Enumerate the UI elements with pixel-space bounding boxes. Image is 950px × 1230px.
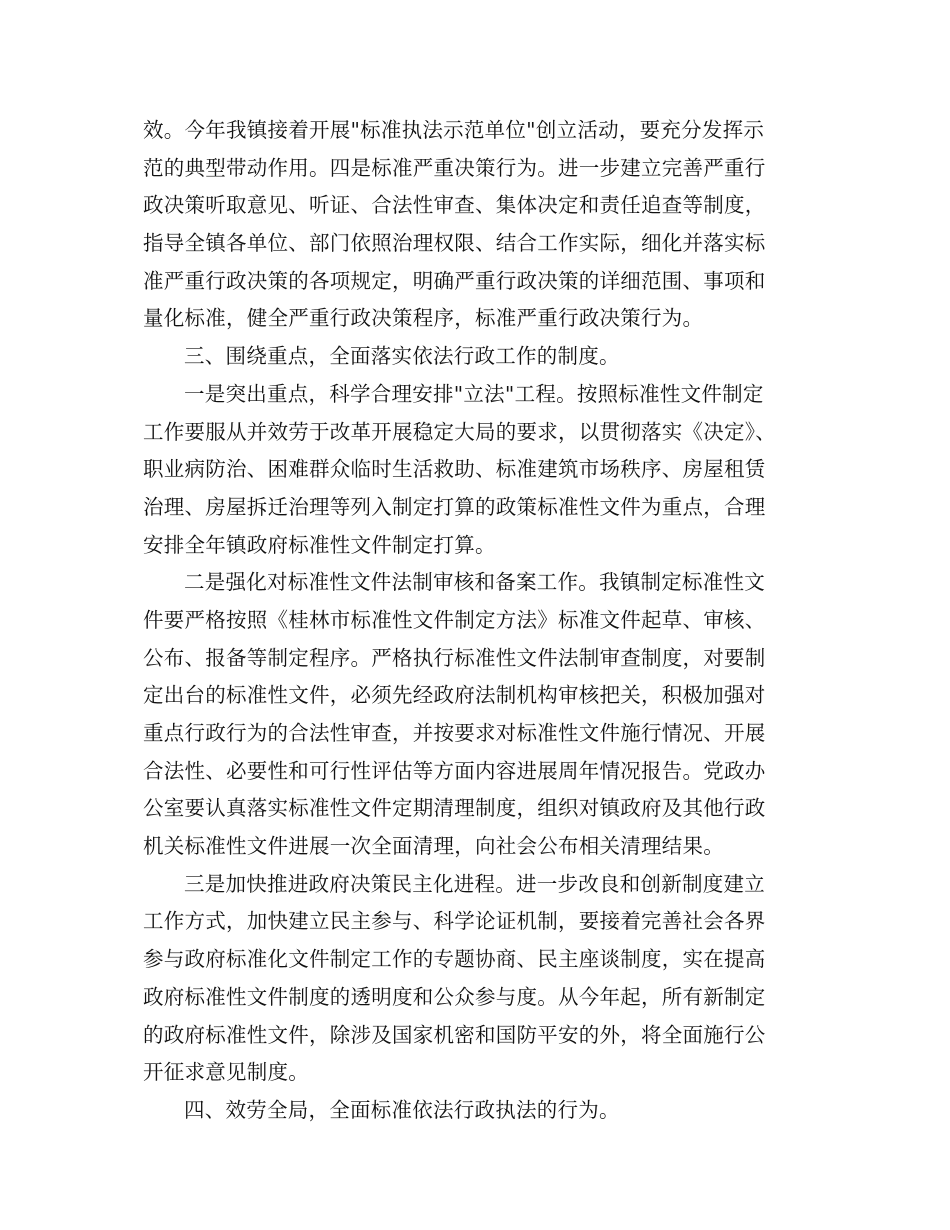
text-line: 政决策听取意见、听证、合法性审查、集体决定和责任追查等制度，	[143, 193, 766, 218]
text-line: 范的典型带动作用。四是标准严重决策行为。进一步建立完善严重行	[143, 155, 766, 180]
text-line: 量化标准，健全严重行政决策程序，标准严重行政决策行为。	[143, 306, 704, 331]
text-line: 效。今年我镇接着开展"标准执法示范单位"创立活动，要充分发挥示	[143, 118, 765, 142]
text-line: 政府标准性文件制度的透明度和公众参与度。从今年起，所有新制定	[143, 984, 766, 1009]
text-line: 二是强化对标准性文件法制审核和备案工作。我镇制定标准性文	[184, 570, 765, 595]
text-line: 安排全年镇政府标准性文件制定打算。	[143, 532, 496, 557]
section-heading: 四、效劳全局，全面标准依法行政执法的行为。	[184, 1097, 620, 1122]
text-line: 参与政府标准化文件制定工作的专题协商、民主座谈制度，实在提高	[143, 947, 766, 972]
text-line: 机关标准性文件进展一次全面清理，向社会公布相关清理结果。	[143, 834, 724, 859]
document-page	[143, 112, 813, 1130]
text-line: 开征求意见制度。	[143, 1060, 309, 1085]
text-line: 一是突出重点，科学合理安排"立法"工程。按照标准性文件制定	[184, 381, 764, 406]
text-line: 准严重行政决策的各项规定，明确严重行政决策的详细范围、事项和	[143, 268, 766, 293]
text-line: 公布、报备等制定程序。严格执行标准性文件法制审查制度，对要制	[143, 645, 766, 670]
text-line: 指导全镇各单位、部门依照治理权限、结合工作实际，细化并落实标	[143, 231, 766, 256]
text-line: 治理、房屋拆迁治理等列入制定打算的政策标准性文件为重点，合理	[143, 494, 766, 519]
text-line: 工作方式，加快建立民主参与、科学论证机制，要接着完善社会各界	[143, 909, 766, 934]
text-line: 定出台的标准性文件，必须先经政府法制机构审核把关，积极加强对	[143, 683, 766, 708]
text-line: 三是加快推进政府决策民主化进程。进一步改良和创新制度建立	[184, 871, 765, 896]
section-heading: 三、围绕重点，全面落实依法行政工作的制度。	[184, 344, 620, 369]
text-line: 的政府标准性文件，除涉及国家机密和国防平安的外，将全面施行公	[143, 1022, 766, 1047]
text-line: 件要严格按照《桂林市标准性文件制定方法》标准文件起草、审核、	[143, 607, 766, 632]
text-line: 重点行政行为的合法性审查，并按要求对标准性文件施行情况、开展	[143, 721, 766, 745]
text-line: 职业病防治、困难群众临时生活救助、标准建筑市场秩序、房屋租赁	[143, 457, 766, 482]
text-line: 合法性、必要性和可行性评估等方面内容进展周年情况报告。党政办	[143, 758, 766, 783]
text-line: 公室要认真落实标准性文件定期清理制度，组织对镇政府及其他行政	[143, 796, 766, 821]
text-line: 工作要服从并效劳于改革开展稳定大局的要求，以贯彻落实《决定》、	[143, 419, 776, 444]
